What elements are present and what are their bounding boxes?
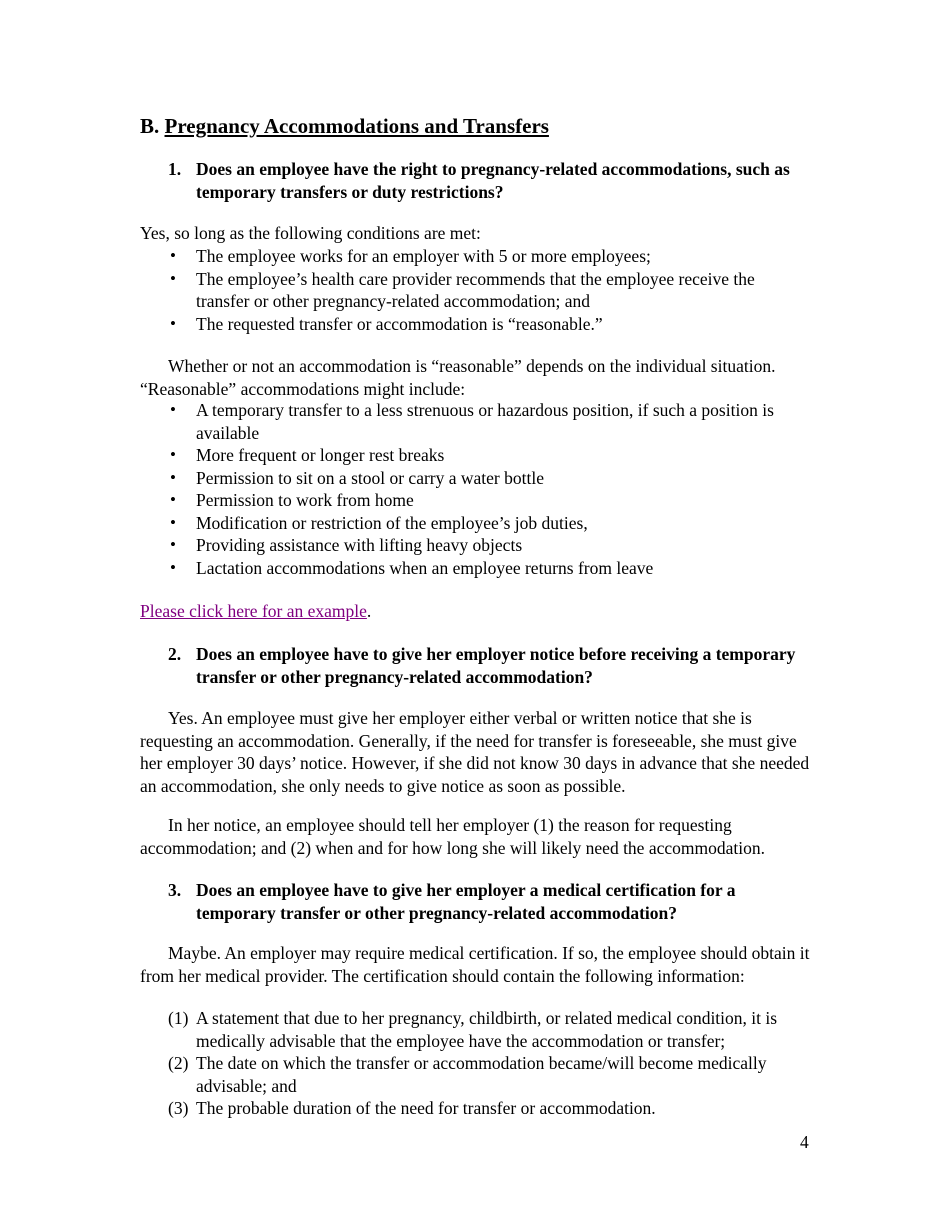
- question-number: 1.: [168, 159, 182, 179]
- list-item: • Permission to work from home: [168, 489, 808, 512]
- list-item: • The requested transfer or accommodation is “reasonable.”: [168, 313, 808, 336]
- list-item: • Modification or restriction of the employee’s job duties,: [168, 512, 808, 535]
- question-3: [168, 879, 798, 924]
- list-item: • Lactation accommodations when an employee returns from leave: [168, 557, 808, 580]
- list-marker: (3): [168, 1098, 189, 1118]
- question-number: 2.: [168, 644, 182, 664]
- q2-paragraph-2: In her notice, an employee should tell her employer (1) the reason for requesting accommodation; and (2) when and for how long she will likely need the accommodation.: [140, 815, 765, 858]
- list-item-text: The probable duration of the need for transfer or accommodation.: [196, 1098, 656, 1118]
- example-period: .: [366, 601, 372, 621]
- accommodations-list: [168, 399, 808, 579]
- section-letter: B.: [140, 114, 160, 138]
- question-text: Does an employee have to give her employer notice before receiving a temporary transfer or other pregnancy-related accommodation?: [196, 644, 796, 687]
- page-number: 4: [800, 1132, 809, 1152]
- q2-paragraph-1: Yes. An employee must give her employer either verbal or written notice that she is requesting an accommodation. Generally, if the need for transfer is foreseeable, she must give her employer 30 days’ notice. However, if she did not know 30 days in advance that she needed an accommodation, she only needs to give notice as soon as possible.: [140, 708, 810, 796]
- question-1: [168, 158, 798, 203]
- list-marker: (2): [168, 1053, 189, 1073]
- list-item: • The employee works for an employer with 5 or more employees;: [168, 245, 808, 268]
- certification-list: [168, 1007, 808, 1120]
- example-link[interactable]: Please click here for an example: [140, 601, 367, 621]
- q1-intro: Yes, so long as the following conditions are met:: [140, 223, 481, 243]
- list-item: • A temporary transfer to a less strenuous or hazardous position, if such a position is available: [168, 399, 808, 444]
- conditions-list: [168, 245, 808, 335]
- list-item: • More frequent or longer rest breaks: [168, 444, 808, 467]
- q3-paragraph: Maybe. An employer may require medical certification. If so, the employee should obtain it from her medical provider. The certification should contain the following information:: [140, 943, 810, 986]
- list-marker: (1): [168, 1008, 189, 1028]
- list-item: • Permission to sit on a stool or carry a water bottle: [168, 467, 808, 490]
- list-item-text: The date on which the transfer or accommodation became/will become medically advisable; and: [196, 1053, 767, 1096]
- list-item: [168, 1007, 808, 1052]
- question-2: [168, 643, 798, 688]
- list-item: [168, 1097, 808, 1120]
- list-item: [168, 1052, 808, 1097]
- list-item-text: A statement that due to her pregnancy, childbirth, or related medical condition, it is medically advisable that the employee have the accommodation or transfer;: [196, 1008, 778, 1051]
- example-line: [140, 600, 812, 623]
- question-text: Does an employee have to give her employer a medical certification for a temporary transfer or other pregnancy-related accommodation?: [196, 880, 736, 923]
- section-title: Pregnancy Accommodations and Transfers: [164, 114, 549, 138]
- section-heading: [140, 113, 549, 139]
- reasonable-paragraph: Whether or not an accommodation is “reasonable” depends on the individual situation. “Reasonable” accommodations might include:: [140, 356, 776, 399]
- list-item: • The employee’s health care provider recommends that the employee receive the transfer or other pregnancy-related accommodation; and: [168, 268, 808, 313]
- question-text: Does an employee have the right to pregnancy-related accommodations, such as temporary transfers or duty restrictions?: [196, 159, 790, 202]
- question-number: 3.: [168, 880, 182, 900]
- list-item: • Providing assistance with lifting heavy objects: [168, 534, 808, 557]
